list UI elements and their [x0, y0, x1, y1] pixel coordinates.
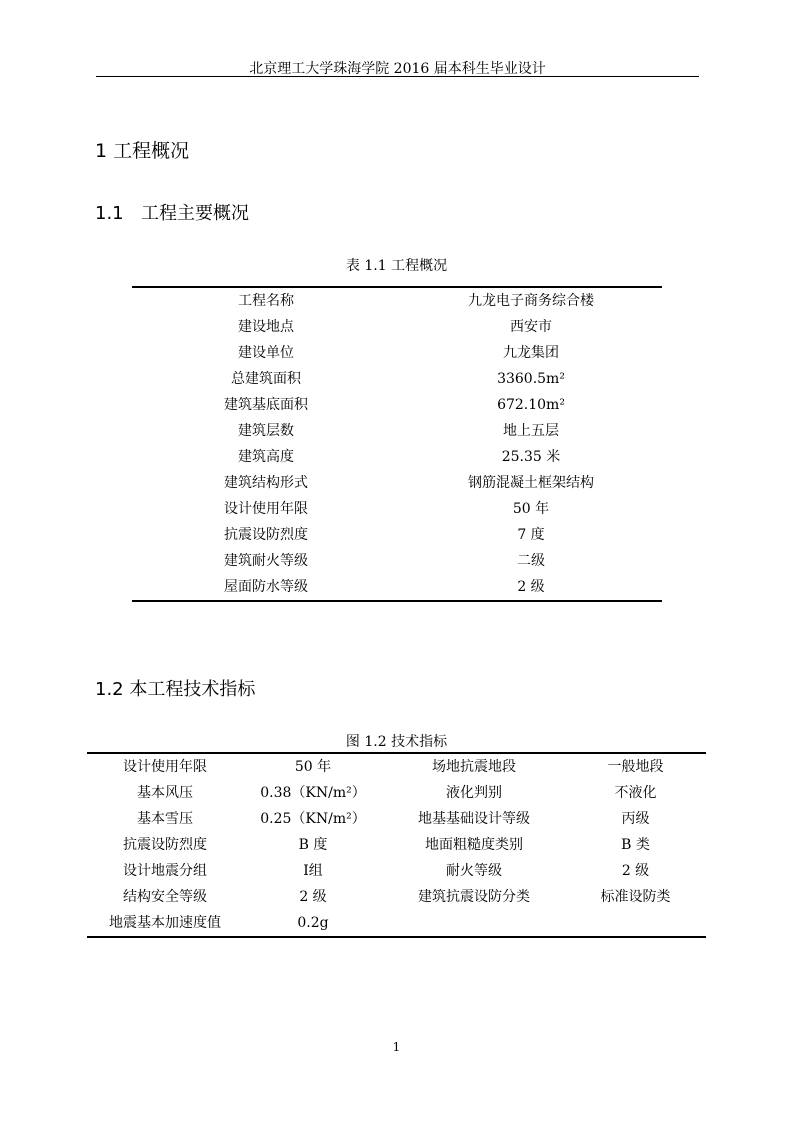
- table-cell: 结构安全等级: [123, 889, 207, 905]
- table-cell: 一般地段: [607, 759, 664, 775]
- table-cell: 西安市: [510, 319, 552, 335]
- table-cell: 基本风压: [137, 785, 193, 801]
- subsection-title: 1.2 本工程技术指标: [95, 679, 256, 700]
- technical-indicators-table: [87, 752, 706, 938]
- table-row: [87, 832, 706, 858]
- subsection-number: 1.1: [95, 203, 124, 224]
- table-cell: 屋面防水等级: [224, 579, 308, 595]
- table-row: [87, 858, 706, 884]
- table-row: [132, 366, 662, 392]
- table-cell: 2 级: [299, 889, 327, 905]
- table-cell: 2 级: [621, 863, 650, 879]
- table-row: [132, 287, 662, 314]
- table-row: [87, 806, 706, 832]
- table-cell: 2 级: [517, 579, 545, 595]
- table-cell: 九龙电子商务综合楼: [468, 293, 594, 309]
- table-cell: 7 度: [517, 527, 545, 543]
- table-row: [132, 470, 662, 496]
- table-cell: [383, 910, 565, 937]
- table-cell: 建筑基底面积: [224, 397, 308, 413]
- table-cell: 25.35 米: [501, 449, 561, 465]
- section-title: 1 工程概况: [95, 140, 190, 162]
- table-cell: 地震基本加速度值: [109, 915, 221, 931]
- table-cell: [565, 910, 706, 937]
- table-cell: 50 年: [294, 759, 332, 775]
- table-cell: 场地抗震地段: [432, 759, 516, 775]
- table-cell: 液化判别: [446, 785, 502, 801]
- subsection-label: 工程主要概况: [141, 203, 249, 224]
- table-cell: 3360.5m²: [497, 371, 565, 387]
- table-cell: 抗震设防烈度: [123, 837, 207, 853]
- table-cell: 0.2g: [297, 915, 329, 931]
- subsection-title: [95, 199, 249, 225]
- table-cell: Ⅰ组: [303, 863, 323, 879]
- table-cell: 设计地震分组: [123, 863, 207, 879]
- table-row: [87, 910, 706, 937]
- table-row: [87, 753, 706, 780]
- table-cell: 基本雪压: [137, 811, 193, 827]
- table-cell: B 类: [621, 837, 650, 853]
- table-cell: 建设单位: [238, 345, 294, 361]
- table-cell: 地面粗糙度类别: [425, 837, 523, 853]
- table-row: [132, 340, 662, 366]
- project-overview-table: [132, 286, 662, 602]
- table-row: [132, 418, 662, 444]
- table-cell: 工程名称: [238, 293, 294, 309]
- table-cell: 抗震设防烈度: [224, 527, 308, 543]
- table-cell: 0.38（KN/m²）: [260, 785, 366, 801]
- table-cell: 建筑高度: [238, 449, 294, 465]
- table-cell: 地基基础设计等级: [418, 811, 530, 827]
- table-cell: 50 年: [512, 501, 550, 517]
- table-cell: 建筑结构形式: [224, 475, 308, 491]
- table-cell: 九龙集团: [503, 345, 559, 361]
- page-number: 1: [392, 1040, 401, 1054]
- table-cell: 设计使用年限: [123, 759, 207, 775]
- table-row: [132, 522, 662, 548]
- table-cell: 0.25（KN/m²）: [260, 811, 366, 827]
- table-cell: 丙级: [621, 811, 650, 827]
- table-row: [87, 780, 706, 806]
- table-cell: 672.10m²: [497, 397, 565, 413]
- table-cell: 建筑抗震设防分类: [418, 889, 530, 905]
- table-row: [132, 392, 662, 418]
- table-cell: 钢筋混凝土框架结构: [468, 475, 594, 491]
- table-cell: 耐火等级: [446, 863, 502, 879]
- table-row: [132, 574, 662, 601]
- table-cell: 地上五层: [503, 423, 559, 439]
- table-row: [132, 444, 662, 470]
- table-cell: 总建筑面积: [231, 371, 301, 387]
- header-divider: [96, 76, 699, 77]
- table-cell: 标准设防类: [600, 889, 671, 905]
- table-row: [132, 548, 662, 574]
- table1-caption: 表 1.1 工程概况: [345, 258, 448, 274]
- table-cell: B 度: [298, 837, 328, 853]
- page-header: 北京理工大学珠海学院 2016 届本科生毕业设计: [249, 61, 546, 77]
- table-cell: 建筑层数: [238, 423, 294, 439]
- table-row: [132, 314, 662, 340]
- table-cell: 建筑耐火等级: [224, 553, 308, 569]
- table-cell: 不液化: [614, 785, 657, 801]
- table-row: [132, 496, 662, 522]
- table2-caption: 图 1.2 技术指标: [345, 734, 448, 750]
- table-row: [87, 884, 706, 910]
- table-cell: 建设地点: [238, 319, 294, 335]
- table-cell: 设计使用年限: [224, 501, 308, 517]
- table-cell: 二级: [517, 553, 545, 569]
